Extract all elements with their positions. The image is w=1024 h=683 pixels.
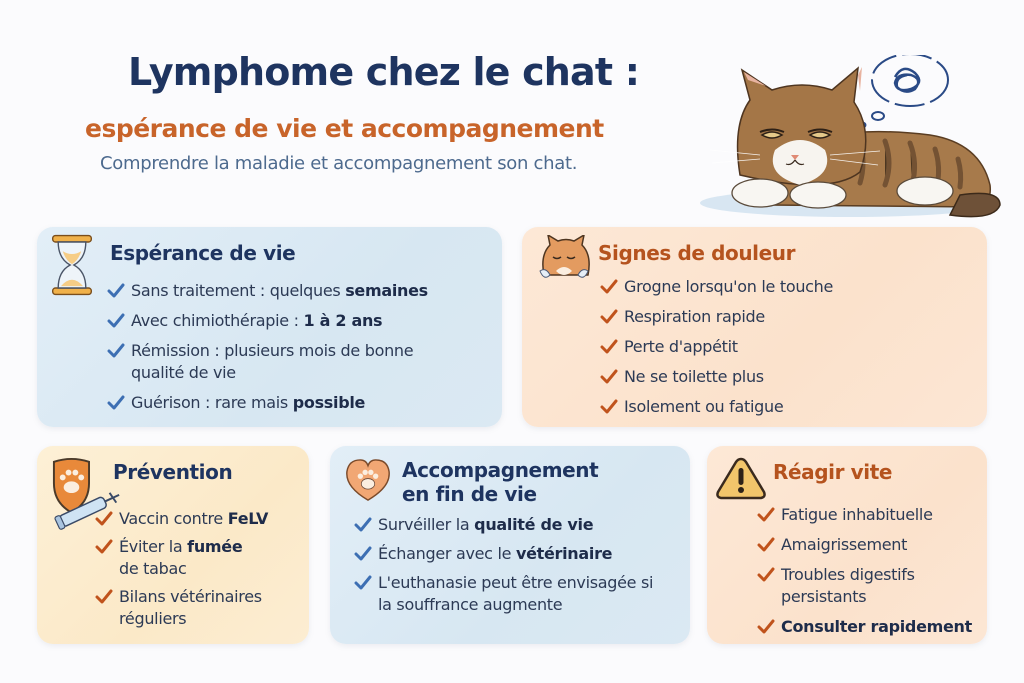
card-title-line2: en fin de vie bbox=[402, 482, 537, 506]
check-icon bbox=[757, 566, 775, 584]
list-item: Amaigrissement bbox=[757, 534, 977, 556]
card-prevention bbox=[37, 446, 309, 644]
prevention-list bbox=[95, 508, 295, 630]
list-item: Perte d'appétit bbox=[600, 336, 960, 358]
page-tagline: Comprendre la maladie et accompagnement son chat. bbox=[100, 153, 578, 174]
list-item: Échanger avec le vétérinaire bbox=[354, 543, 674, 565]
check-icon bbox=[95, 538, 113, 556]
list-item: Bilans vétérinaires réguliers bbox=[95, 586, 280, 630]
check-icon bbox=[354, 516, 372, 534]
tired-cat-illustration bbox=[700, 55, 1020, 220]
esperance-list bbox=[107, 280, 467, 414]
check-icon bbox=[600, 308, 618, 326]
check-icon bbox=[354, 574, 372, 592]
card-reagir-vite bbox=[707, 446, 987, 644]
hourglass-icon bbox=[49, 231, 95, 299]
check-icon bbox=[757, 618, 775, 636]
sad-cat-icon bbox=[536, 235, 592, 285]
list-item: Ne se toilette plus bbox=[600, 366, 960, 388]
page-title: Lymphome chez le chat : bbox=[128, 50, 640, 94]
reagir-list bbox=[757, 504, 977, 638]
check-icon bbox=[757, 506, 775, 524]
card-title: Espérance de vie bbox=[110, 241, 296, 265]
list-item: Troubles digestifs persistants bbox=[757, 564, 947, 608]
list-item: Grogne lorsqu'on le touche bbox=[600, 276, 960, 298]
page-subtitle: espérance de vie et accompagnement bbox=[85, 114, 604, 143]
check-icon bbox=[600, 278, 618, 296]
check-icon bbox=[95, 588, 113, 606]
card-accompagnement-fin-de-vie bbox=[330, 446, 690, 644]
check-icon bbox=[600, 368, 618, 386]
card-title: Signes de douleur bbox=[598, 241, 796, 265]
heart-paw-icon bbox=[344, 458, 392, 502]
card-signes-de-douleur bbox=[522, 227, 987, 427]
douleur-list bbox=[600, 276, 960, 418]
check-icon bbox=[757, 536, 775, 554]
list-item: Guérison : rare mais possible bbox=[107, 392, 467, 414]
card-title: Réagir vite bbox=[773, 460, 893, 484]
check-icon bbox=[600, 398, 618, 416]
list-item: Consulter rapidement bbox=[757, 616, 977, 638]
list-item: Respiration rapide bbox=[600, 306, 960, 328]
check-icon bbox=[107, 342, 125, 360]
list-item: Rémission : plusieurs mois de bonne qualité de vie bbox=[107, 340, 447, 384]
check-icon bbox=[107, 282, 125, 300]
check-icon bbox=[107, 312, 125, 330]
card-title-line1: Accompagnement bbox=[402, 458, 599, 482]
card-title: Prévention bbox=[113, 460, 233, 484]
thought-bubble-icon bbox=[859, 55, 949, 128]
list-item: L'euthanasie peut être envisagée si la souffrance augmente bbox=[354, 572, 654, 616]
list-item: Vaccin contre FeLV bbox=[95, 508, 295, 530]
list-item: Éviter la fumée de tabac bbox=[95, 536, 245, 580]
check-icon bbox=[600, 338, 618, 356]
list-item: Avec chimiothérapie : 1 à 2 ans bbox=[107, 310, 467, 332]
list-item: Sans traitement : quelques semaines bbox=[107, 280, 467, 302]
check-icon bbox=[95, 510, 113, 528]
card-esperance-de-vie bbox=[37, 227, 502, 427]
list-item: Survéiller la qualité de vie bbox=[354, 514, 674, 536]
check-icon bbox=[107, 394, 125, 412]
accompagnement-list bbox=[354, 514, 674, 616]
list-item: Fatigue inhabituelle bbox=[757, 504, 977, 526]
list-item: Isolement ou fatigue bbox=[600, 396, 960, 418]
check-icon bbox=[354, 545, 372, 563]
warning-icon bbox=[715, 456, 767, 500]
